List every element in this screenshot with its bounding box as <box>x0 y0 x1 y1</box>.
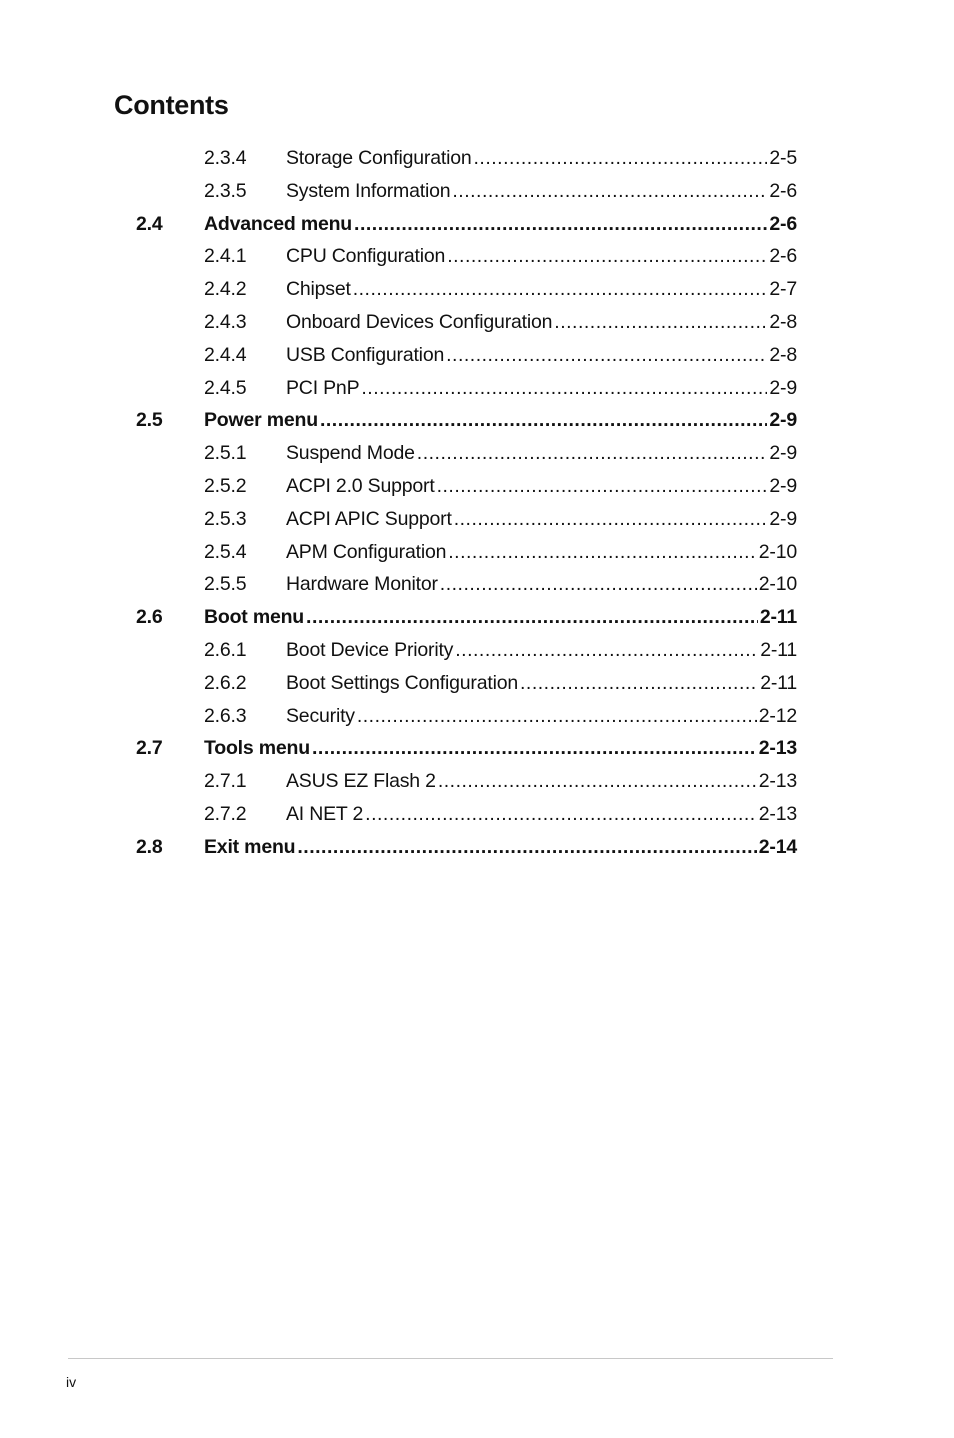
toc-entry-line <box>204 836 797 859</box>
toc-entry-line <box>286 278 797 301</box>
toc-entry-number: 2.5.4 <box>204 540 247 563</box>
toc-dot-leader <box>446 344 767 367</box>
toc-subsection-entry[interactable] <box>136 370 797 403</box>
toc-entry-line <box>286 573 797 596</box>
toc-entry-page: 2-5 <box>769 147 797 169</box>
toc-entry-number: 2.8 <box>136 835 163 858</box>
toc-entry-page: 2-9 <box>769 376 797 399</box>
toc-entry-title: Hardware Monitor <box>286 573 438 596</box>
toc-entry-page: 2-11 <box>760 638 797 661</box>
toc-entry-line <box>286 311 797 334</box>
toc-entry-number: 2.5.1 <box>204 442 247 465</box>
toc-entry-page: 2-10 <box>758 540 797 563</box>
toc-entry-line <box>286 377 797 400</box>
toc-dot-leader <box>312 737 757 760</box>
toc-entry-line <box>286 442 797 465</box>
page-title: Contents <box>114 90 229 120</box>
toc-dot-leader <box>354 213 767 236</box>
toc-entry-page: 2-6 <box>769 212 797 235</box>
toc-entry-page: 2-7 <box>769 278 797 301</box>
toc-entry-line <box>204 737 797 760</box>
toc-subsection-entry[interactable] <box>136 665 797 698</box>
toc-entry-page: 2-9 <box>769 507 797 530</box>
toc-entry-number: 2.3.5 <box>204 179 247 202</box>
toc-entry-title: PCI PnP <box>286 376 360 399</box>
toc-entry-page: 2-12 <box>758 704 797 727</box>
toc-dot-leader <box>448 541 757 564</box>
toc-subsection-entry[interactable] <box>136 140 797 173</box>
toc-entry-number: 2.4.5 <box>204 376 247 399</box>
toc-entry-page: 2-14 <box>758 835 797 858</box>
toc-dot-leader <box>438 770 757 793</box>
toc-subsection-entry[interactable] <box>136 173 797 206</box>
toc-dot-leader <box>520 672 758 695</box>
toc-entry-page: 2-9 <box>769 442 797 465</box>
toc-entry-line <box>286 475 797 498</box>
toc-dot-leader <box>554 311 767 334</box>
toc-subsection-entry[interactable] <box>136 534 797 567</box>
toc-entry-title: Suspend Mode <box>286 442 415 465</box>
toc-entry-number: 2.5.2 <box>204 474 247 497</box>
toc-entry-line <box>286 672 797 695</box>
toc-subsection-entry[interactable] <box>136 796 797 829</box>
toc-entry-title: Chipset <box>286 278 351 301</box>
toc-entry-number: 2.4.3 <box>204 310 247 333</box>
toc-subsection-entry[interactable] <box>136 698 797 731</box>
toc-dot-leader <box>455 639 758 662</box>
toc-entry-number: 2.6.3 <box>204 704 247 727</box>
toc-section-entry[interactable] <box>136 829 797 862</box>
toc-entry-line <box>286 245 797 268</box>
toc-dot-leader <box>357 705 757 728</box>
toc-entry-page: 2-8 <box>769 310 797 333</box>
toc-entry-number: 2.5.3 <box>204 507 247 530</box>
toc-entry-page: 2-9 <box>769 409 797 432</box>
toc-entry-line <box>286 508 797 531</box>
toc-entry-line <box>286 803 797 826</box>
toc-dot-leader <box>361 377 767 400</box>
toc-dot-leader <box>365 803 757 826</box>
toc-entry-line <box>286 541 797 564</box>
toc-entry-title: Advanced menu <box>204 212 353 235</box>
toc-entry-number: 2.3.4 <box>204 147 247 169</box>
toc-entry-page: 2-9 <box>769 474 797 497</box>
toc-section-entry[interactable] <box>136 402 797 435</box>
toc-entry-number: 2.4 <box>136 212 163 235</box>
toc-entry-title: Security <box>286 704 355 727</box>
toc-section-entry[interactable] <box>136 730 797 763</box>
toc-dot-leader <box>440 573 757 596</box>
toc-entry-line <box>286 705 797 728</box>
toc-entry-line <box>204 606 797 629</box>
toc-entry-page: 2-13 <box>758 802 797 825</box>
footer-divider <box>68 1358 833 1359</box>
toc-dot-leader <box>447 245 767 268</box>
toc-entry-title: Storage Configuration <box>286 147 472 169</box>
toc-subsection-entry[interactable] <box>136 501 797 534</box>
toc-subsection-entry[interactable] <box>136 763 797 796</box>
toc-entry-title: Onboard Devices Configuration <box>286 310 553 333</box>
toc-entry-number: 2.6.2 <box>204 671 247 694</box>
toc-dot-leader <box>320 409 767 432</box>
toc-dot-leader <box>437 475 768 498</box>
toc-entry-title: AI NET 2 <box>286 802 364 825</box>
toc-entry-line <box>204 409 797 432</box>
toc-entry-page: 2-6 <box>769 245 797 268</box>
toc-entry-number: 2.4.2 <box>204 278 247 301</box>
toc-subsection-entry[interactable] <box>136 435 797 468</box>
toc-dot-leader <box>417 442 768 465</box>
toc-entry-number: 2.7.1 <box>204 770 247 793</box>
toc-entry-number: 2.4.1 <box>204 245 247 268</box>
toc-entry-number: 2.5.5 <box>204 573 247 596</box>
toc-entry-title: Boot Device Priority <box>286 638 454 661</box>
toc-dot-leader <box>474 147 768 170</box>
toc-entry-title: ACPI 2.0 Support <box>286 474 435 497</box>
toc-entry-title: System Information <box>286 179 451 202</box>
toc-entry-number: 2.7.2 <box>204 802 247 825</box>
toc-subsection-entry[interactable] <box>136 468 797 501</box>
toc-entry-title: Exit menu <box>204 835 296 858</box>
toc-entry-title: Boot menu <box>204 606 305 629</box>
toc-subsection-entry[interactable] <box>136 238 797 271</box>
toc-entry-page: 2-11 <box>760 671 797 694</box>
toc-entry-line <box>286 180 797 203</box>
toc-entry-title: CPU Configuration <box>286 245 446 268</box>
toc-dot-leader <box>297 836 756 859</box>
toc-subsection-entry[interactable] <box>136 337 797 370</box>
toc-section-entry[interactable] <box>136 599 797 632</box>
toc-entry-line <box>286 344 797 367</box>
toc-entry-title: USB Configuration <box>286 343 445 366</box>
toc-entry-number: 2.7 <box>136 737 163 760</box>
toc-entry-line <box>286 147 797 170</box>
toc-entry-number: 2.6 <box>136 606 163 629</box>
toc-entry-page: 2-8 <box>769 343 797 366</box>
toc-entry-number: 2.6.1 <box>204 638 247 661</box>
toc-entry-page: 2-13 <box>758 737 797 760</box>
toc-entry-line <box>286 770 797 793</box>
toc-entry-title: APM Configuration <box>286 540 447 563</box>
toc-section-entry[interactable] <box>136 206 797 239</box>
toc-entry-title: Power menu <box>204 409 318 432</box>
table-of-contents <box>136 140 797 862</box>
toc-entry-title: Tools menu <box>204 737 310 760</box>
footer-page-number: iv <box>66 1374 77 1390</box>
toc-subsection-entry[interactable] <box>136 566 797 599</box>
toc-dot-leader <box>306 606 758 629</box>
toc-dot-leader <box>454 508 768 531</box>
toc-entry-page: 2-11 <box>759 606 797 629</box>
toc-entry-number: 2.5 <box>136 409 163 432</box>
toc-entry-page: 2-6 <box>769 179 797 202</box>
toc-dot-leader <box>353 278 768 301</box>
toc-entry-page: 2-10 <box>758 573 797 596</box>
toc-subsection-entry[interactable] <box>136 304 797 337</box>
toc-entry-line <box>286 639 797 662</box>
toc-subsection-entry[interactable] <box>136 632 797 665</box>
toc-entry-title: Boot Settings Configuration <box>286 671 518 694</box>
toc-entry-number: 2.4.4 <box>204 343 247 366</box>
toc-entry-title: ASUS EZ Flash 2 <box>286 770 436 793</box>
toc-entry-line <box>204 213 797 236</box>
toc-entry-page: 2-13 <box>758 770 797 793</box>
toc-entry-title: ACPI APIC Support <box>286 507 452 530</box>
toc-dot-leader <box>452 180 767 203</box>
toc-subsection-entry[interactable] <box>136 271 797 304</box>
